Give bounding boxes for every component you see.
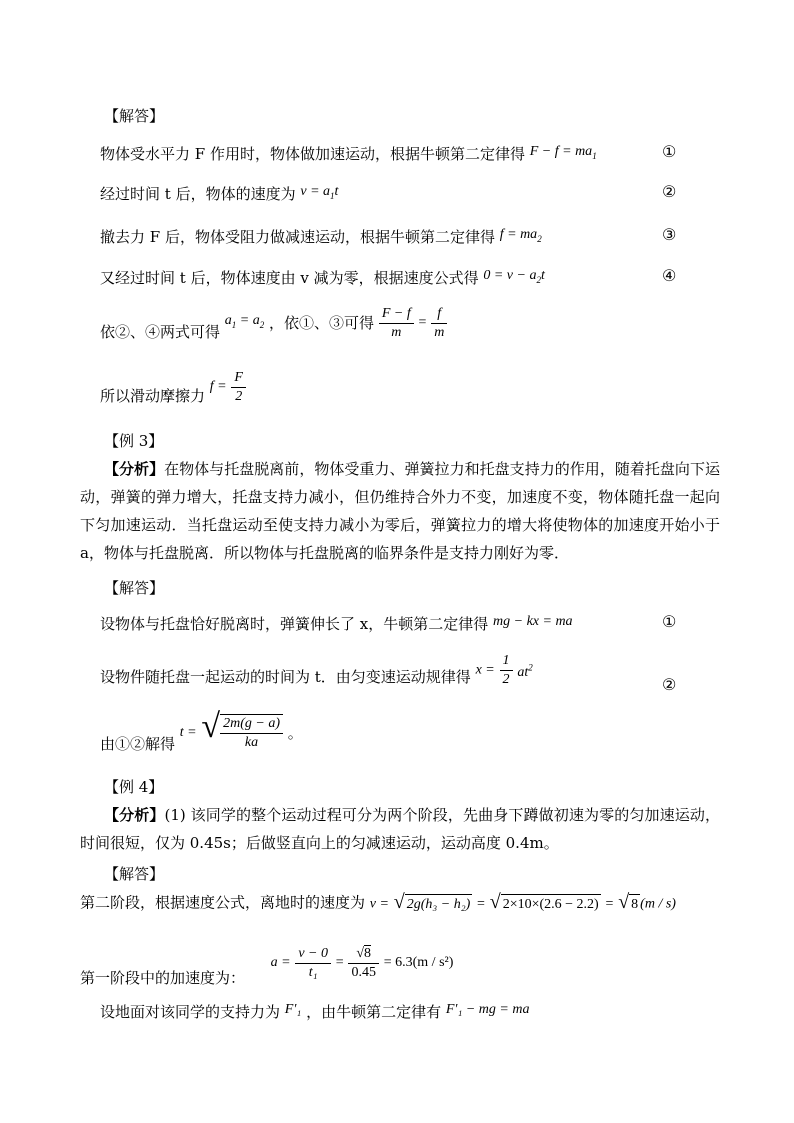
solution-line-2 [100,652,533,689]
square-root: √ 2×10×(2.6 − 2.2) [489,891,599,913]
unit: (m / s) [640,896,676,912]
line-text: 设地面对该同学的支持力为 [100,1003,281,1021]
solution-line-6 [100,368,246,406]
equation: mg − kx = ma [493,614,573,629]
equation-number: ① [662,612,677,631]
equation: F′₁ − mg = ma [445,1002,530,1017]
solution-line-3 [100,225,542,249]
solution-line-4 [100,266,545,290]
fraction: $\frac{√8}{0.45}$ [348,945,379,982]
square-root: √ 2g(h₃ − h₂) [393,891,471,913]
equals-sign: = [605,896,614,912]
equation: $F - f = ma_1$ [529,144,597,161]
fraction: $\frac{f}{m}$ [431,305,447,342]
section-heading: 【解答】 [104,107,165,125]
equation-number: ② [662,675,677,694]
equation-result: = 6.3(m / s²) [383,955,454,970]
line-text: 又经过时间 t 后，物体速度由 v 减为零，根据速度公式得 [100,269,479,287]
equation: f = [209,379,227,394]
line-text: 第一阶段中的加速度为： [80,969,246,987]
line-text: 经过时间 t 后，物体的速度为 [100,185,296,203]
example-heading: 【例 3】 [104,432,164,450]
example-heading: 【例 4】 [104,778,164,796]
solution-line-3 [100,708,303,754]
analysis-text: 在物体与托盘脱离前，物体受重力、弹簧拉力和托盘支持力的作用，随着托盘向下运动，弹簧的弹力增大，托盘支持力减小，但仍维持合外力不变，加速度不变，物体随托盘一起向下匀加速运动．当托盘运动至使支持力减小为零后，弹簧拉力的增大将使物体的加速度开始小于 a，物体与托盘脱离．所以物体与托盘脱离的临界条件是支持力刚好为零． [80,460,720,562]
fraction: $\frac{F - f}{m}$ [379,305,414,342]
line-text: 依②、④两式可得 [100,323,221,341]
line-text: 设物件随托盘一起运动的时间为 t．由匀变速运动规律得 [100,667,471,686]
equals-sign: = [477,896,485,912]
equation: $v = a_1t$ [300,184,339,201]
equation: $a_1 = a_2$ [224,313,265,330]
line-text: ，由牛顿第二定律有 [306,1003,442,1021]
equals-sign: = [418,315,427,330]
analysis-paragraph [80,455,720,567]
analysis-text: (1) 该同学的整个运动过程可分为两个阶段，先曲身下蹲做初速为零的匀加速运动，时间很短，仅为 0.45s；后做竖直向上的匀减速运动，运动高度 0.4m。 [80,806,720,852]
equation-number: ① [662,142,677,161]
fraction: $\frac{1}{2}$ [500,652,513,689]
line-text: 设物体与托盘恰好脱离时，弹簧伸长了 x，牛顿第二定律得 [100,615,489,633]
line-text: 由①②解得 [100,735,176,753]
equation: F′₁ [284,1002,302,1017]
solution-line-5 [100,304,447,342]
fraction: $\frac{F}{2}$ [231,369,246,406]
line-text: 物体受水平力 F 作用时，物体做加速运动，根据牛顿第二定律得 [100,145,525,163]
equation-number: ③ [662,225,677,244]
solution-heading: 【解答】 [104,865,165,883]
equation: $f = ma_2$ [499,227,542,244]
solution-line-2 [100,182,338,206]
square-root: √ 8 [618,891,639,913]
equation: v = [369,896,389,912]
equation: x = [475,662,495,678]
line-text: 所以滑动摩擦力 [100,387,206,405]
fraction: $\frac{v - 0}{\text{t₁}}$ [295,945,331,982]
solution-line-1 [100,612,573,634]
equation-number: ② [662,182,677,201]
solution-line-1 [80,892,676,915]
solution-heading: 【解答】 [104,579,165,597]
analysis-label: 【分析】 [104,460,165,478]
solution-line-1 [100,142,597,166]
equation: t = [179,725,197,740]
equation: $0 = v - a_2t$ [483,268,545,285]
equation: a = [270,955,291,970]
square-root: √ $\frac{2m(g - a)}{ka}$ [201,714,283,752]
equals-sign: = [335,955,344,970]
line-text: ，依①、③可得 [269,314,375,332]
analysis-paragraph [80,801,720,857]
equation: $at^2$ [517,662,533,681]
equation-number: ④ [662,266,677,285]
period: 。 [287,724,303,742]
analysis-label: 【分析】 [104,806,165,824]
solution-line-2 [80,938,453,988]
line-text: 第二阶段，根据速度公式，离地时的速度为 [80,893,366,912]
line-text: 撤去力 F 后，物体受阻力做减速运动，根据牛顿第二定律得 [100,228,495,246]
solution-line-3 [100,1000,529,1022]
